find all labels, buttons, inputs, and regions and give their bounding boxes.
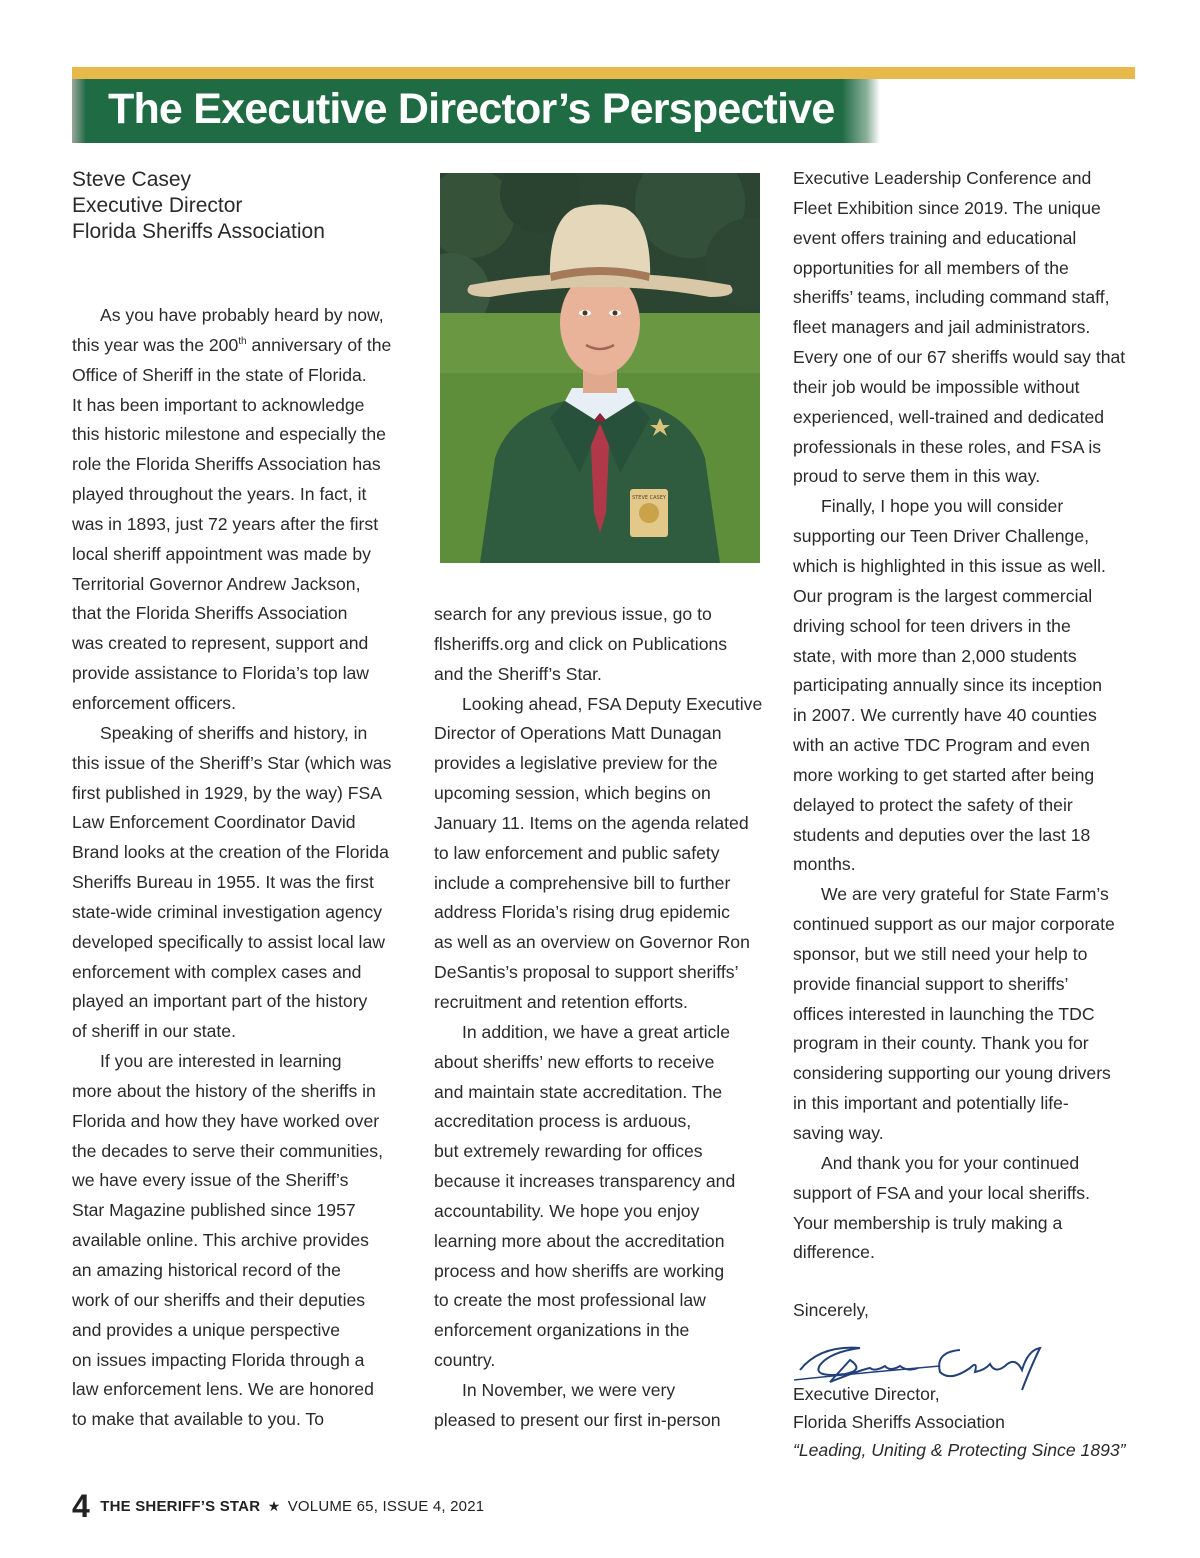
text-line-content: state-wide criminal investigation agency: [72, 901, 382, 922]
text-line: [434, 1197, 762, 1227]
text-line-content: which is highlighted in this issue as well.: [793, 555, 1106, 576]
text-line: [72, 1256, 391, 1286]
text-line: [793, 552, 1125, 582]
text-line: [72, 1077, 391, 1107]
text-line-content: local sheriff appointment was made by: [72, 543, 371, 564]
text-line-content: event offers training and educational: [793, 227, 1077, 248]
text-line: [72, 898, 391, 928]
text-line: [793, 701, 1125, 731]
text-line: [793, 1119, 1125, 1149]
text-line-content: search for any previous issue, go to: [434, 604, 712, 624]
text-line-content: first published in 1929, by the way) FSA: [72, 782, 383, 803]
text-line-content: was created to represent, support and: [72, 633, 369, 654]
text-line-content: difference.: [793, 1242, 875, 1263]
text-line: [793, 373, 1125, 403]
text-line-content: driving school for teen drivers in the: [793, 615, 1071, 636]
text-line-content: In addition, we have a great article: [462, 1021, 730, 1042]
text-line-content: developed specifically to assist local law: [72, 931, 385, 952]
text-line: [434, 660, 762, 690]
text-line-content: professionals in these roles, and FSA is: [793, 436, 1102, 457]
text-line-content: and provides a unique perspective: [72, 1319, 340, 1340]
text-line: [793, 612, 1125, 642]
text-line: [793, 283, 1125, 313]
text-line-content: And thank you for your continued: [821, 1152, 1080, 1173]
text-line: [72, 987, 391, 1017]
text-line: [434, 749, 762, 779]
text-line: [793, 761, 1125, 791]
text-line: [793, 821, 1125, 851]
text-line: [72, 599, 391, 629]
text-line-content: and maintain state accreditation. The: [434, 1081, 723, 1102]
text-line-content: supporting our Teen Driver Challenge,: [793, 526, 1090, 547]
text-line-content: to create the most professional law: [434, 1290, 706, 1311]
text-line: [793, 1059, 1125, 1089]
text-line: [793, 850, 1125, 880]
text-line-content: Office of Sheriff in the state of Florida.: [72, 364, 367, 385]
star-separator-icon: ★: [267, 1498, 281, 1514]
text-line: [793, 731, 1125, 761]
text-line-content: this historic milestone and especially the: [72, 424, 386, 445]
text-line-content: law enforcement lens. We are honored: [72, 1379, 374, 1400]
text-line: [793, 343, 1125, 373]
text-line: [793, 1179, 1125, 1209]
page-title: The Executive Director’s Perspective: [108, 85, 835, 133]
text-line: [72, 1316, 391, 1346]
text-line-content: participating annually since its inception: [793, 675, 1103, 696]
text-line: [793, 1029, 1125, 1059]
text-line-content: role the Florida Sheriffs Association has: [72, 454, 381, 475]
text-line-content: Your membership is truly making a: [793, 1212, 1063, 1233]
text-line: [72, 420, 391, 450]
text-line-content: enforcement organizations in the: [434, 1320, 690, 1341]
text-line-content: the decades to serve their communities,: [72, 1140, 383, 1161]
text-line: [72, 331, 391, 361]
page-number: 4: [72, 1488, 90, 1524]
text-line: [72, 1346, 391, 1376]
text-line: [793, 1089, 1125, 1119]
text-line-content: program in their county. Thank you for: [793, 1033, 1089, 1054]
text-line-content: Our program is the largest commercial: [793, 585, 1093, 606]
text-line: [72, 629, 391, 659]
text-line-content: to law enforcement and public safety: [434, 842, 720, 863]
text-line: [72, 928, 391, 958]
text-line: [72, 570, 391, 600]
text-line-content: We are very grateful for State Farm’s: [821, 884, 1109, 905]
text-line: [72, 1107, 391, 1137]
closing-organization: Florida Sheriffs Association: [793, 1412, 1005, 1432]
text-line: [434, 1406, 762, 1436]
text-line-content: provide financial support to sheriffs’: [793, 973, 1069, 994]
text-line: [793, 940, 1125, 970]
text-line-content: upcoming session, which begins on: [434, 783, 711, 804]
text-line: [434, 898, 762, 928]
text-line: [793, 791, 1125, 821]
text-line: [793, 433, 1125, 463]
text-line: [72, 749, 391, 779]
text-line: [72, 1226, 391, 1256]
text-line: [434, 1137, 762, 1167]
text-line-content: pleased to present our first in-person: [434, 1409, 721, 1430]
text-line-content: sponsor, but we still need your help to: [793, 943, 1088, 964]
text-line: [793, 910, 1125, 940]
text-line-content: that the Florida Sheriffs Association: [72, 603, 348, 624]
text-line-content: in this important and potentially life-: [793, 1093, 1069, 1114]
text-line: [72, 301, 391, 331]
text-line: [434, 1257, 762, 1287]
text-line: [72, 480, 391, 510]
text-line-content: delayed to protect the safety of their: [793, 794, 1073, 815]
text-line: [434, 988, 762, 1018]
text-line: [434, 1048, 762, 1078]
text-line-content: sheriffs’ teams, including command staff,: [793, 287, 1110, 308]
text-line-content: this issue of the Sheriff’s Star (which was: [72, 752, 392, 773]
text-line-content: available online. This archive provides: [72, 1230, 369, 1251]
text-line: [434, 1376, 762, 1406]
text-line: [434, 809, 762, 839]
text-line-content: offices interested in launching the TDC: [793, 1003, 1095, 1024]
author-byline: [72, 167, 325, 245]
text-line: [72, 689, 391, 719]
text-line-content: provides a legislative preview for the: [434, 753, 718, 774]
text-line-content: more about the history of the sheriffs in: [72, 1080, 376, 1101]
text-line: [434, 1018, 762, 1048]
text-line-content: students and deputies over the last 18: [793, 824, 1091, 845]
text-line: [72, 779, 391, 809]
text-line-content: of sheriff in our state.: [72, 1021, 236, 1042]
text-line-content: Florida and how they have worked over: [72, 1110, 380, 1131]
text-line: [434, 869, 762, 899]
text-line: [793, 642, 1125, 672]
text-line: [793, 1209, 1125, 1239]
text-line: [72, 1166, 391, 1196]
text-line: [793, 462, 1125, 492]
text-line: [72, 1286, 391, 1316]
text-line: [434, 1227, 762, 1257]
text-line: [72, 808, 391, 838]
text-line-content: to make that available to you. To: [72, 1409, 325, 1430]
text-line-content: Law Enforcement Coordinator David: [72, 812, 356, 833]
text-line-content: and the Sheriff’s Star.: [434, 663, 602, 684]
text-line-content: support of FSA and your local sheriffs.: [793, 1182, 1090, 1203]
text-line-content: enforcement with complex cases and: [72, 961, 362, 982]
text-line-content: saving way.: [793, 1123, 884, 1143]
text-line-content: recruitment and retention efforts.: [434, 991, 688, 1012]
text-line-content: Speaking of sheriffs and history, in: [100, 722, 368, 743]
text-line: [72, 510, 391, 540]
page-footer: [72, 1488, 484, 1524]
text-line: [72, 1047, 391, 1077]
text-line: [434, 600, 762, 630]
text-line-content: in 2007. We currently have 40 counties: [793, 705, 1097, 726]
text-line-content: January 11. Items on the agenda related: [434, 812, 749, 833]
text-line-content: DeSantis’s proposal to support sheriffs’: [434, 962, 739, 983]
text-line: [72, 868, 391, 898]
text-line: [72, 1405, 391, 1435]
author-portrait-photo: [440, 173, 760, 563]
text-line: [434, 1316, 762, 1346]
text-line-content: It has been important to acknowledge: [72, 394, 365, 415]
text-line: [434, 1107, 762, 1137]
text-line: [434, 719, 762, 749]
text-line: [434, 1167, 762, 1197]
text-line: [434, 630, 762, 660]
text-line: [72, 838, 391, 868]
ordinal-superscript: th: [238, 335, 247, 347]
text-line: [434, 1346, 762, 1376]
text-line: [434, 928, 762, 958]
text-line-content: Territorial Governor Andrew Jackson,: [72, 573, 361, 594]
text-line-content: continued support as our major corporate: [793, 914, 1115, 935]
text-line: [434, 958, 762, 988]
text-line: [72, 1017, 391, 1047]
text-line: [72, 1137, 391, 1167]
text-line-content: learning more about the accreditation: [434, 1230, 725, 1251]
text-line-content: because it increases transparency and: [434, 1171, 736, 1192]
text-line: [793, 194, 1125, 224]
text-line-content: on issues impacting Florida through a: [72, 1349, 365, 1370]
text-line-content: work of our sheriffs and their deputies: [72, 1289, 366, 1310]
text-line-content: As you have probably heard by now,: [100, 305, 384, 325]
text-line-content: Brand looks at the creation of the Florida: [72, 842, 389, 863]
text-line: [72, 361, 391, 391]
author-name: Steve Casey: [72, 168, 192, 191]
author-role: Executive Director: [72, 194, 243, 217]
text-line: [793, 313, 1125, 343]
article-column-3: [793, 164, 1125, 1268]
text-line-content: Every one of our 67 sheriffs would say that: [793, 347, 1126, 368]
header-gold-rule: [72, 67, 1135, 79]
text-line-content: experienced, well-trained and dedicated: [793, 406, 1105, 427]
text-line-content: enforcement officers.: [72, 692, 236, 713]
text-line: [793, 880, 1125, 910]
text-line-content: country.: [434, 1350, 496, 1371]
text-line-content: Executive Leadership Conference and: [793, 168, 1092, 188]
text-line-content: Finally, I hope you will consider: [821, 496, 1064, 517]
text-line: [793, 224, 1125, 254]
text-line-content: more working to get started after being: [793, 764, 1095, 785]
text-line-content: Looking ahead, FSA Deputy Executive: [462, 693, 763, 714]
text-line: [72, 958, 391, 988]
text-line-content: with an active TDC Program and even: [793, 735, 1090, 756]
text-line-content: In November, we were very: [462, 1379, 676, 1400]
text-line: [434, 1286, 762, 1316]
closing-title: Executive Director,: [793, 1384, 940, 1404]
text-line-content: but extremely rewarding for offices: [434, 1141, 703, 1162]
text-line: [793, 403, 1125, 433]
text-line-continuation: anniversary of the: [246, 334, 392, 355]
text-line-content: their job would be impossible without: [793, 376, 1080, 397]
text-line: [793, 522, 1125, 552]
text-line-content: about sheriffs’ new efforts to receive: [434, 1051, 715, 1072]
text-line: [72, 1375, 391, 1405]
text-line: [793, 1238, 1125, 1268]
text-line-content: address Florida’s rising drug epidemic: [434, 902, 730, 923]
text-line-content: Director of Operations Matt Dunagan: [434, 723, 722, 744]
text-line: [72, 391, 391, 421]
text-line-content: was in 1893, just 72 years after the first: [72, 513, 379, 534]
text-line: [793, 582, 1125, 612]
text-line-content: accreditation process is arduous,: [434, 1111, 692, 1132]
text-line-content: process and how sheriffs are working: [434, 1260, 725, 1281]
text-line: [434, 779, 762, 809]
text-line: [793, 1149, 1125, 1179]
volume-issue: VOLUME 65, ISSUE 4, 2021: [287, 1498, 485, 1515]
text-line-content: opportunities for all members of the: [793, 257, 1069, 278]
closing-tagline: “Leading, Uniting & Protecting Since 1893”: [793, 1440, 1126, 1460]
badge-name-text: STEVE CASEY: [632, 495, 666, 501]
text-line-content: proud to serve them in this way.: [793, 466, 1041, 487]
closing-salutation: Sincerely,: [793, 1300, 869, 1320]
text-line: [793, 492, 1125, 522]
text-line: [793, 970, 1125, 1000]
text-line: [72, 659, 391, 689]
text-line-content: provide assistance to Florida’s top law: [72, 663, 369, 684]
text-line-content: played throughout the years. In fact, it: [72, 484, 367, 505]
text-line-content: an amazing historical record of the: [72, 1260, 341, 1280]
text-line: [72, 540, 391, 570]
text-line-content: months.: [793, 854, 856, 875]
text-line-content: considering supporting our young drivers: [793, 1063, 1111, 1084]
text-line-content: Star Magazine published since 1957: [72, 1200, 356, 1221]
text-line: [793, 1000, 1125, 1030]
text-line-content: flsheriffs.org and click on Publications: [434, 633, 728, 654]
text-line-content: include a comprehensive bill to further: [434, 872, 731, 893]
text-line: [793, 164, 1125, 194]
text-line: [434, 690, 762, 720]
text-line-content: this year was the 200: [72, 334, 239, 355]
author-organization: Florida Sheriffs Association: [72, 220, 325, 243]
text-line-content: played an important part of the history: [72, 991, 368, 1012]
text-line: [434, 1078, 762, 1108]
text-line: [72, 719, 391, 749]
text-line-content: as well as an overview on Governor Ron: [434, 932, 750, 953]
header-title-band: [72, 79, 880, 143]
text-line: [72, 450, 391, 480]
text-line-content: accountability. We hope you enjoy: [434, 1200, 700, 1221]
text-line: [793, 254, 1125, 284]
text-line-content: fleet managers and jail administrators.: [793, 317, 1091, 338]
publication-name: THE SHERIFF’S STAR: [100, 1498, 261, 1515]
text-line-content: If you are interested in learning: [100, 1051, 342, 1072]
text-line-content: we have every issue of the Sheriff’s: [72, 1170, 349, 1191]
text-line-content: Fleet Exhibition since 2019. The unique: [793, 197, 1101, 218]
text-line-content: state, with more than 2,000 students: [793, 645, 1077, 666]
article-column-2: [434, 600, 762, 1436]
text-line: [793, 671, 1125, 701]
text-line: [72, 1196, 391, 1226]
text-line: [434, 839, 762, 869]
text-line-content: Sheriffs Bureau in 1955. It was the first: [72, 872, 374, 893]
article-column-1: [72, 301, 391, 1435]
